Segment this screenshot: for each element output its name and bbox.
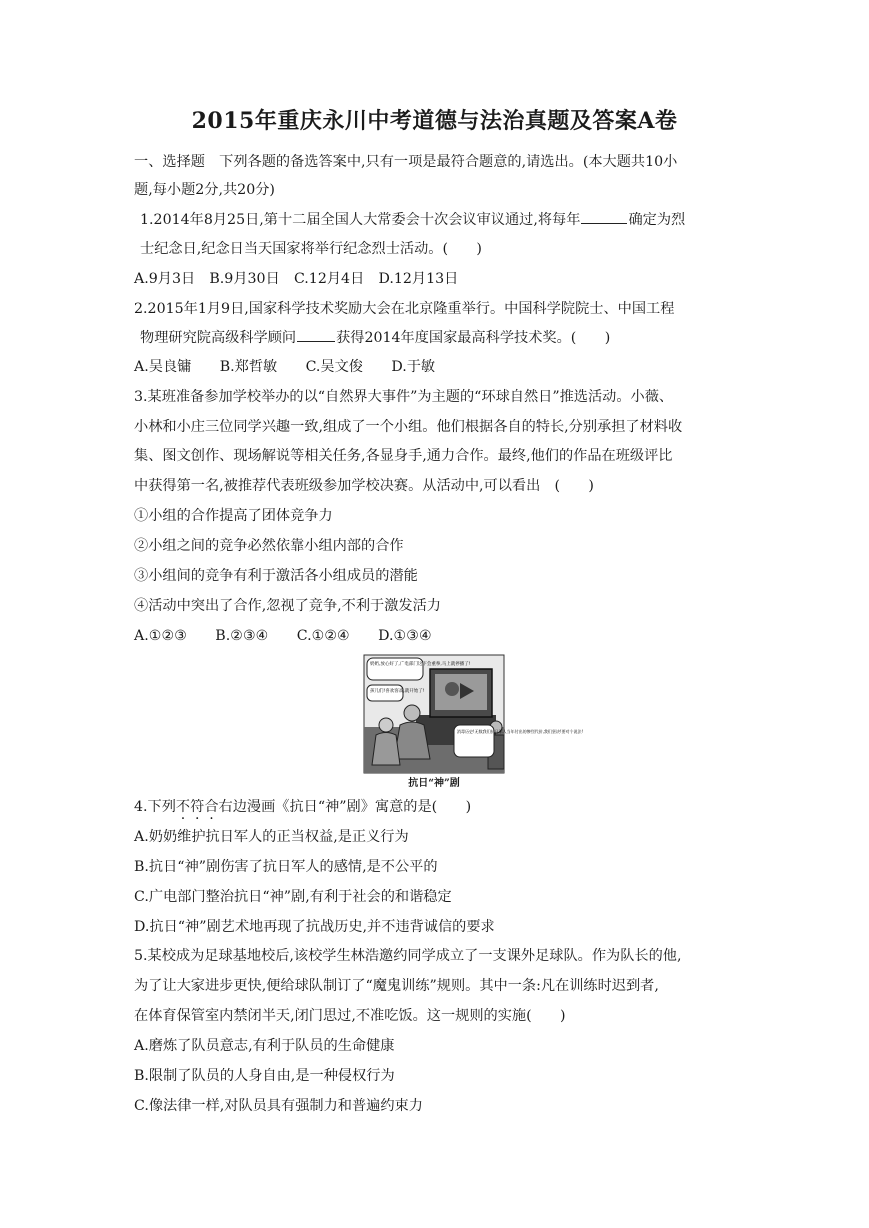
q4-option-a: A.奶奶维护抗日军人的正当权益,是正义行为 [134, 829, 409, 845]
q1-stem-part2: 确定为烈 [628, 212, 686, 228]
q5-option-c: C.像法律一样,对队员具有强制力和普遍约束力 [134, 1098, 423, 1114]
page-title: 2015年重庆永川中考道德与法治真题及答案A卷 [191, 108, 678, 134]
q4-stem [134, 798, 734, 816]
q4-emphasis-char: 不 [175, 799, 191, 815]
answer-blank [581, 211, 627, 224]
q3-statement-2: ②小组之间的竞争必然依靠小组内部的合作 [134, 538, 404, 554]
q5-option-a: A.磨炼了队员意志,有利于队员的生命健康 [134, 1038, 395, 1054]
q4-prefix: 4.下列 [134, 799, 176, 815]
cartoon-caption: 抗日“神”剧 [408, 778, 460, 789]
section-instruction-line2: 题,每小题2分,共20分) [134, 182, 275, 198]
q2-stem-line2 [140, 329, 740, 347]
q3-stem-line4: 中获得第一名,被推荐代表班级参加学校决赛。从活动中,可以看出 ( ) [134, 478, 594, 494]
q2-stem-part1: 物理研究院高级科学顾问 [140, 330, 297, 346]
cartoon-illustration [364, 655, 584, 773]
speech-bubble-3-text: 消毒历史!无数我们抗日军人当年付出的惨烈代价,我们坚决!要对个说法! [457, 729, 584, 734]
q2-options: A.吴良镛 B.郑哲敏 C.吴文俊 D.于敏 [134, 359, 436, 375]
q3-stem-line3: 集、图文创作、现场解说等相关任务,各显身手,通力合作。最终,他们的作品在班级评比 [134, 448, 673, 464]
q4-emphasis-char: 合 [204, 799, 219, 815]
q5-stem-line1: 5.某校成为足球基地校后,该校学生林浩邀约同学成立了一支课外足球队。作为队长的他, [134, 948, 682, 964]
q1-stem-line1 [140, 211, 740, 229]
q3-statement-4: ④活动中突出了合作,忽视了竞争,不利于激发活力 [134, 598, 441, 614]
q4-option-d: D.抗日“神”剧艺术地再现了抗战历史,并不违背诚信的要求 [134, 919, 495, 935]
q3-statement-1: ①小组的合作提高了团体竞争力 [134, 508, 333, 524]
speech-bubble-1-text: 奶奶,放心好了,广电部门这下会重拳,马上就停播了! [370, 662, 471, 667]
q1-stem-part1: 1.2014年8月25日,第十二届全国人大常委会十次会议审议通过,将每年 [140, 212, 581, 228]
q3-statement-3: ③小组间的竞争有利于激活各小组成员的潜能 [134, 568, 418, 584]
section-instruction-line1: 一、选择题 下列各题的备选答案中,只有一项是最符合题意的,请选出。(本大题共10小 [134, 154, 678, 170]
q1-options: A.9月3日 B.9月30日 C.12月4日 D.12月13日 [134, 271, 459, 287]
q5-stem-line3: 在体育保管室内禁闭半天,闭门思过,不准吃饭。这一规则的实施( ) [134, 1008, 566, 1024]
q3-options: A.①②③ B.②③④ C.①②④ D.①③④ [134, 628, 432, 644]
q2-stem-part2: 获得2014年度国家最高科学技术奖。( ) [336, 330, 611, 346]
q4-option-b: B.抗日“神”剧伤害了抗日军人的感情,是不公平的 [134, 859, 438, 875]
q1-stem-line2: 士纪念日,纪念日当天国家将举行纪念烈士活动。( ) [140, 241, 482, 257]
speech-bubble-2-text: 孩儿们!喜欢客戏,就开始了! [370, 689, 425, 694]
q5-option-b: B.限制了队员的人身自由,是一种侵权行为 [134, 1068, 395, 1084]
q3-stem-line2: 小林和小庄三位同学兴趣一致,组成了一个小组。他们根据各自的特长,分别承担了材料收 [134, 419, 683, 435]
q4-emphasis-char: 符 [190, 799, 205, 815]
answer-blank [297, 329, 335, 342]
q3-stem-line1: 3.某班准备参加学校举办的以“自然界大事件”为主题的“环球自然日”推选活动。小薇、 [134, 389, 674, 405]
q5-stem-line2: 为了让大家进步更快,便给球队制订了“魔鬼训练”规则。其中一条:凡在训练时迟到者, [134, 978, 659, 994]
tv-icon [430, 669, 492, 717]
q4-suffix: 右边漫画《抗日“神”剧》寓意的是( ) [218, 799, 472, 815]
q4-option-c: C.广电部门整治抗日“神”剧,有利于社会的和谐稳定 [134, 889, 452, 905]
q2-stem-line1: 2.2015年1月9日,国家科学技术奖励大会在北京隆重举行。中国科学院院士、中国工程 [134, 301, 675, 317]
